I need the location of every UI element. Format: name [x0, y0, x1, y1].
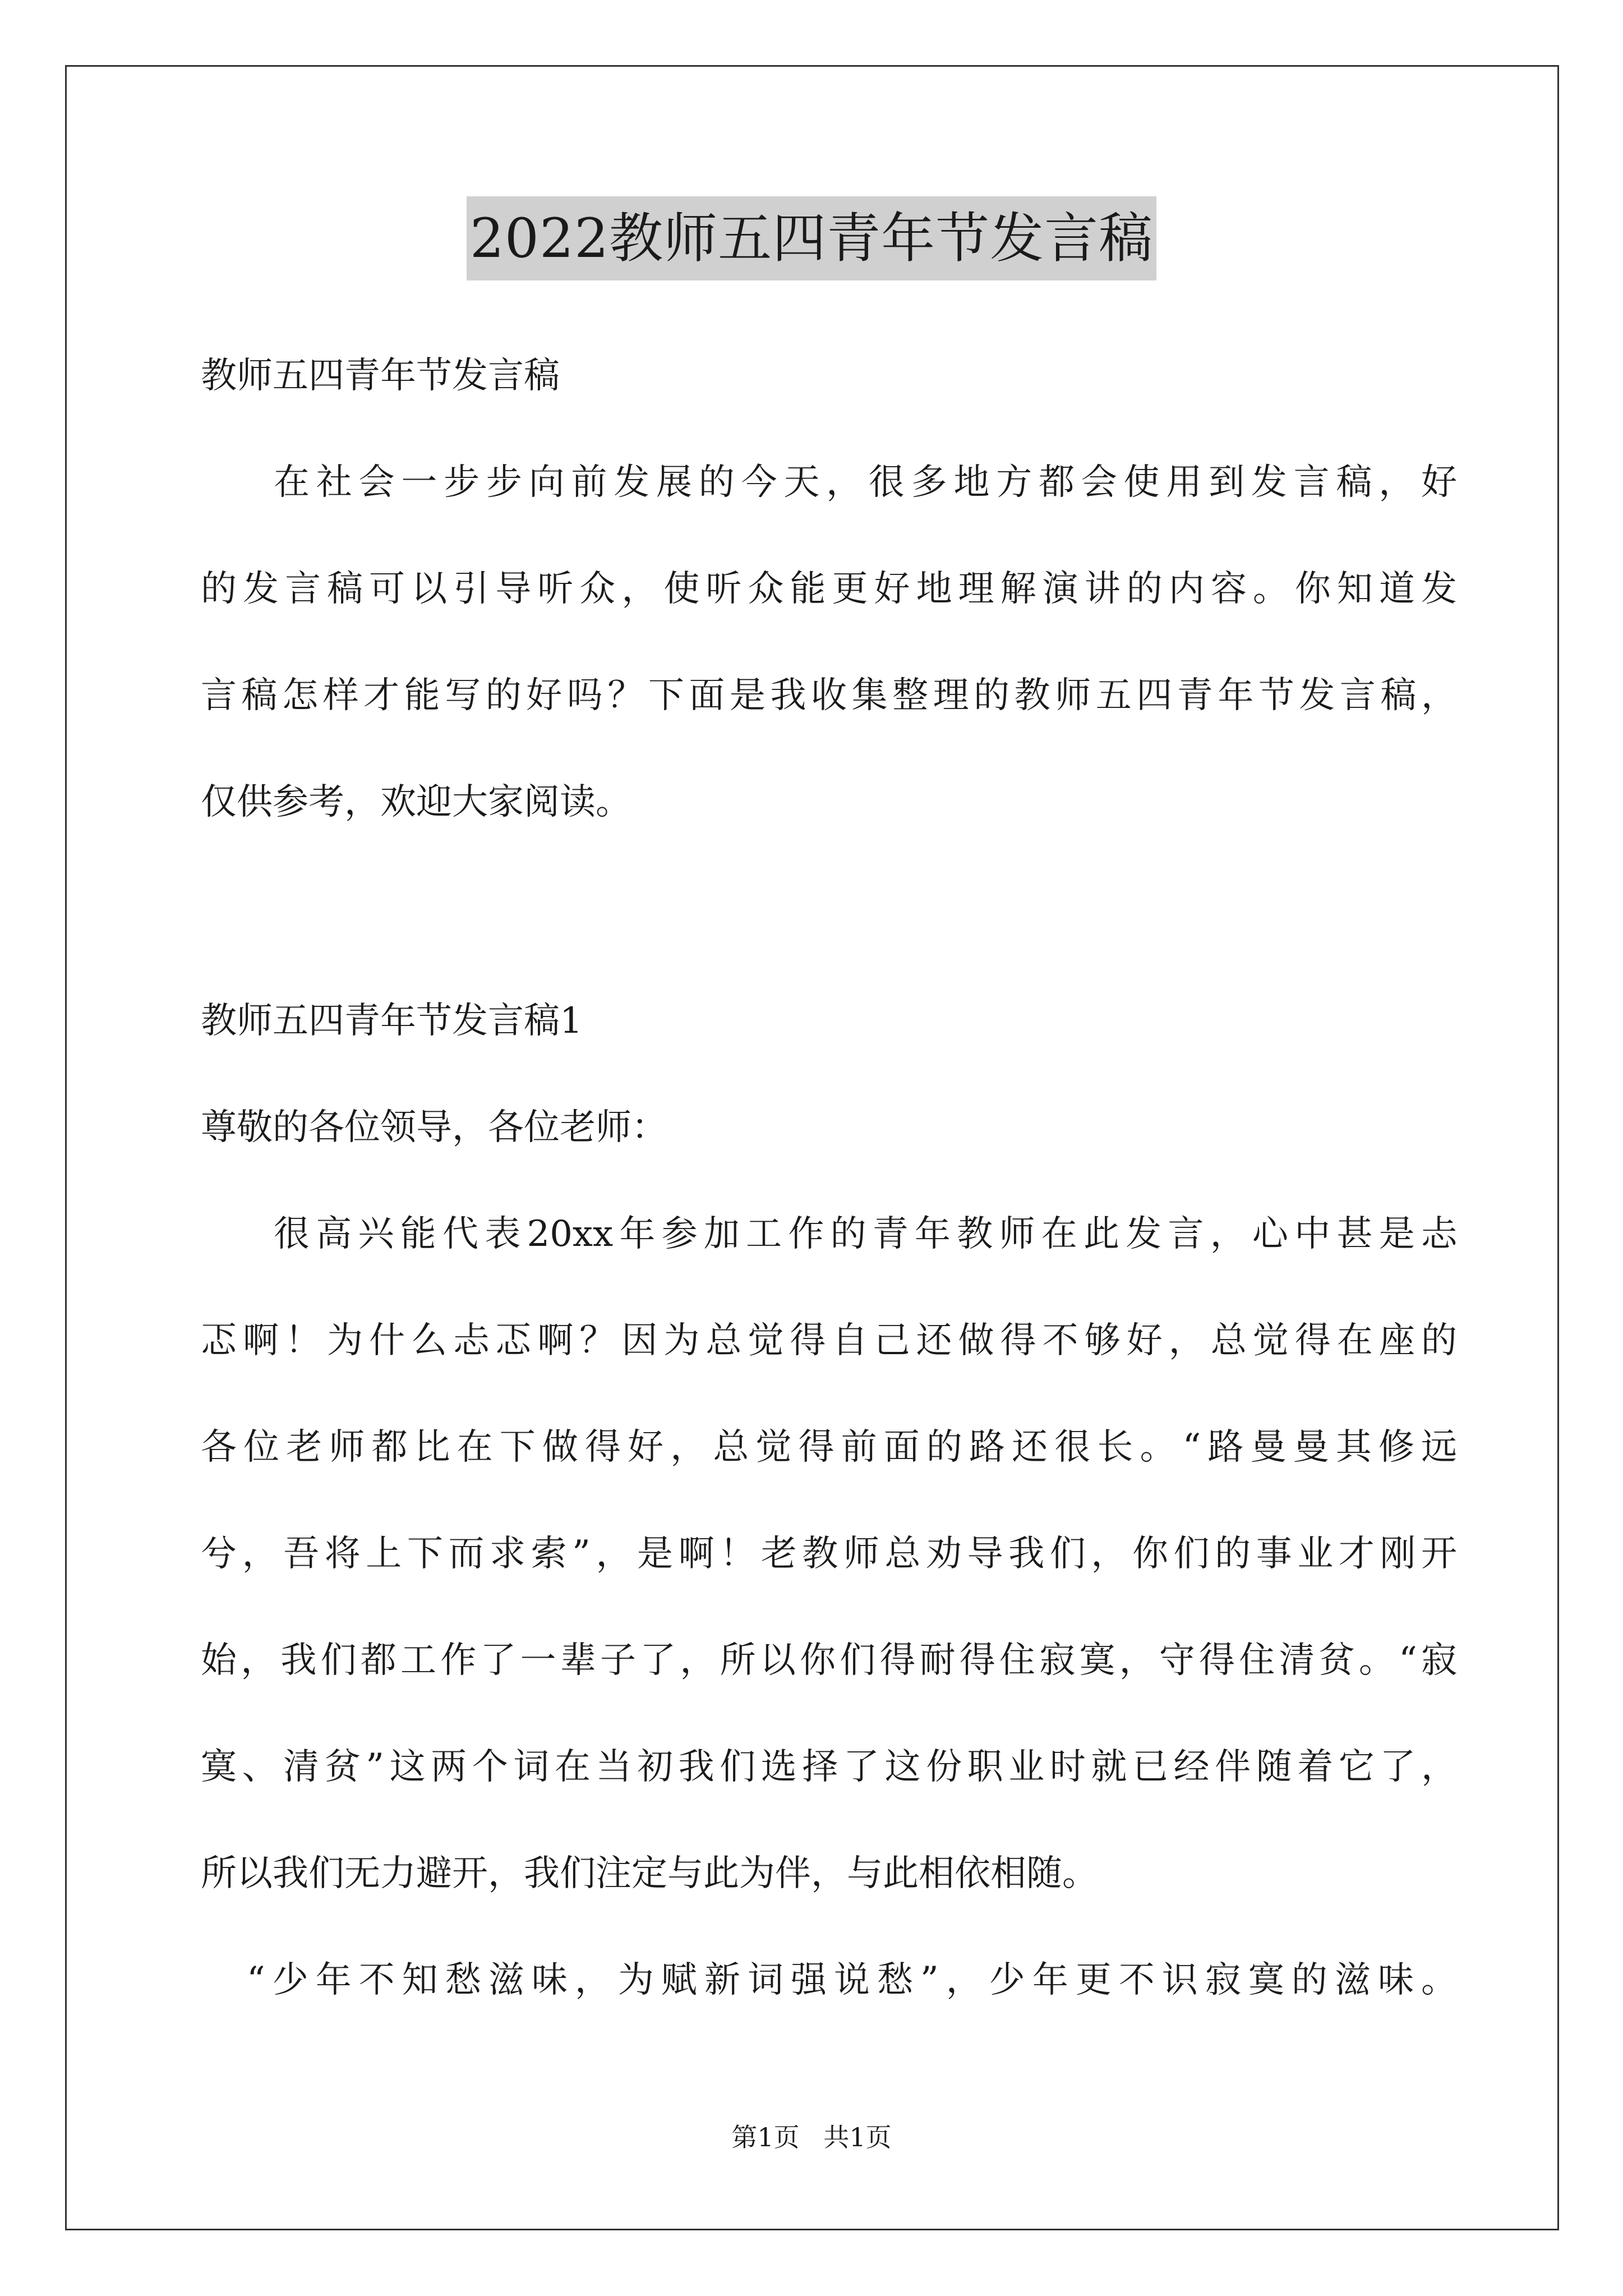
page-footer [0, 2120, 1623, 2154]
document-subtitle: 教师五四青年节发言稿 [201, 355, 560, 397]
body-last-line: “少年不知愁滋味，为赋新词强说愁”，少年更不识寂寞的滋味。 [247, 1959, 1457, 2001]
intro-line: 言稿怎样才能写的好吗？下面是我收集整理的教师五四青年节发言稿， [201, 675, 1457, 716]
body-line: 始，我们都工作了一辈子了，所以你们得耐得住寂寞，守得住清贫。“寂 [201, 1640, 1457, 1681]
intro-line: 的发言稿可以引导听众，使听众能更好地理解演讲的内容。你知道发 [201, 568, 1457, 610]
body-line: 寞、清贫”这两个词在当初我们选择了这份职业时就已经伴随着它了， [201, 1746, 1457, 1788]
body-line: 忑啊！为什么忐忑啊？因为总觉得自己还做得不够好，总觉得在座的 [201, 1320, 1457, 1361]
body-line: 很高兴能代表20xx年参加工作的青年教师在此发言，心中甚是忐 [274, 1213, 1457, 1255]
body-line: 兮，吾将上下而求索”，是啊！老教师总劝导我们，你们的事业才刚开 [201, 1533, 1457, 1575]
salutation: 尊敬的各位领导，各位老师： [201, 1107, 667, 1148]
section-heading: 教师五四青年节发言稿1 [201, 1000, 583, 1042]
intro-line: 在社会一步步向前发展的今天，很多地方都会使用到发言稿，好 [274, 462, 1457, 503]
page-number-total: 共1页 [823, 2122, 892, 2152]
body-line: 各位老师都比在下做得好，总觉得前面的路还很长。“路曼曼其修远 [201, 1427, 1457, 1468]
document-title [0, 196, 1623, 280]
document-title-text: 2022教师五四青年节发言稿 [467, 196, 1156, 280]
body-line: 所以我们无力避开，我们注定与此为伴，与此相依相随。 [201, 1853, 1098, 1894]
page-number-current: 第1页 [731, 2122, 800, 2152]
intro-line: 仅供参考，欢迎大家阅读。 [201, 781, 631, 823]
